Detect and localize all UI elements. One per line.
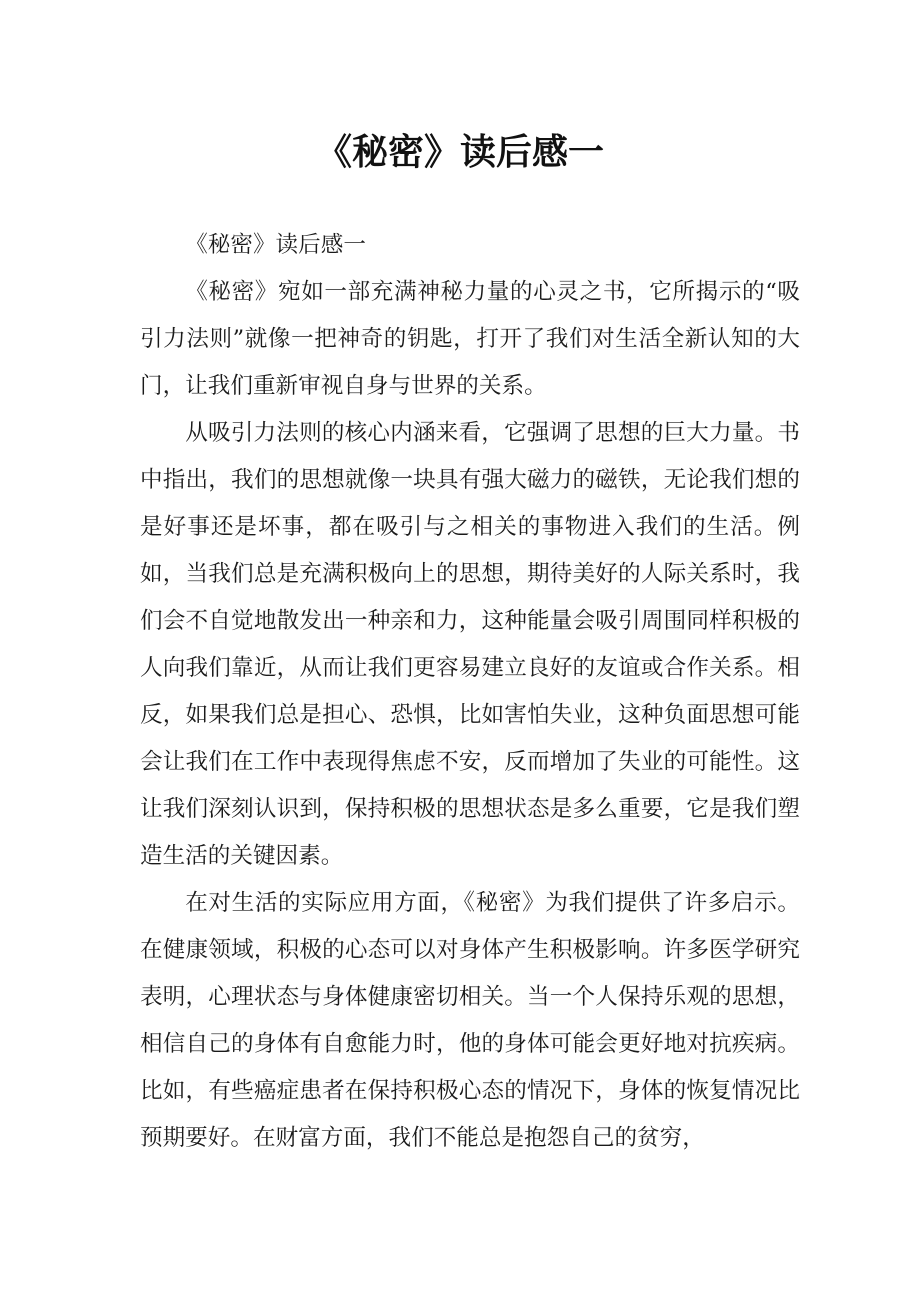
- paragraph-core-meaning: 从吸引力法则的核心内涵来看，它强调了思想的巨大力量。书中指出，我们的思想就像一块具有强大磁力的磁铁，无论我们想的是好事还是坏事，都在吸引与之相关的事物进入我们的生活。例如，当我们总是充满积极向上的思想，期待美好的人际关系时，我们会不自觉地散发出一种亲和力，这种能量会吸引周围同样积极的人向我们靠近，从而让我们更容易建立良好的友谊或合作关系。相反，如果我们总是担心、恐惧，比如害怕失业，这种负面思想可能会让我们在工作中表现得焦虑不安，反而增加了失业的可能性。这让我们深刻认识到，保持积极的思想状态是多么重要，它是我们塑造生活的关键因素。: [140, 420, 800, 869]
- paragraph-intro: 《秘密》宛如一部充满神秘力量的心灵之书，它所揭示的“吸引力法则”就像一把神奇的钥匙，打开了我们对生活全新认知的大门，让我们重新审视自身与世界的关系。: [140, 279, 800, 399]
- paragraph-subtitle: 《秘密》读后感一: [185, 232, 366, 258]
- document-title: 《秘密》读后感一: [315, 132, 604, 173]
- document-body: [140, 222, 800, 1162]
- paragraph-application: 在对生活的实际应用方面，《秘密》为我们提供了许多启示。在健康领域，积极的心态可以对身体产生积极影响。许多医学研究表明，心理状态与身体健康密切相关。当一个人保持乐观的思想，相信自己的身体有自愈能力时，他的身体可能会更好地对抗疾病。比如，有些癌症患者在保持积极心态的情况下，身体的恢复情况比预期要好。在财富方面，我们不能总是抱怨自己的贫穷，: [140, 890, 800, 1151]
